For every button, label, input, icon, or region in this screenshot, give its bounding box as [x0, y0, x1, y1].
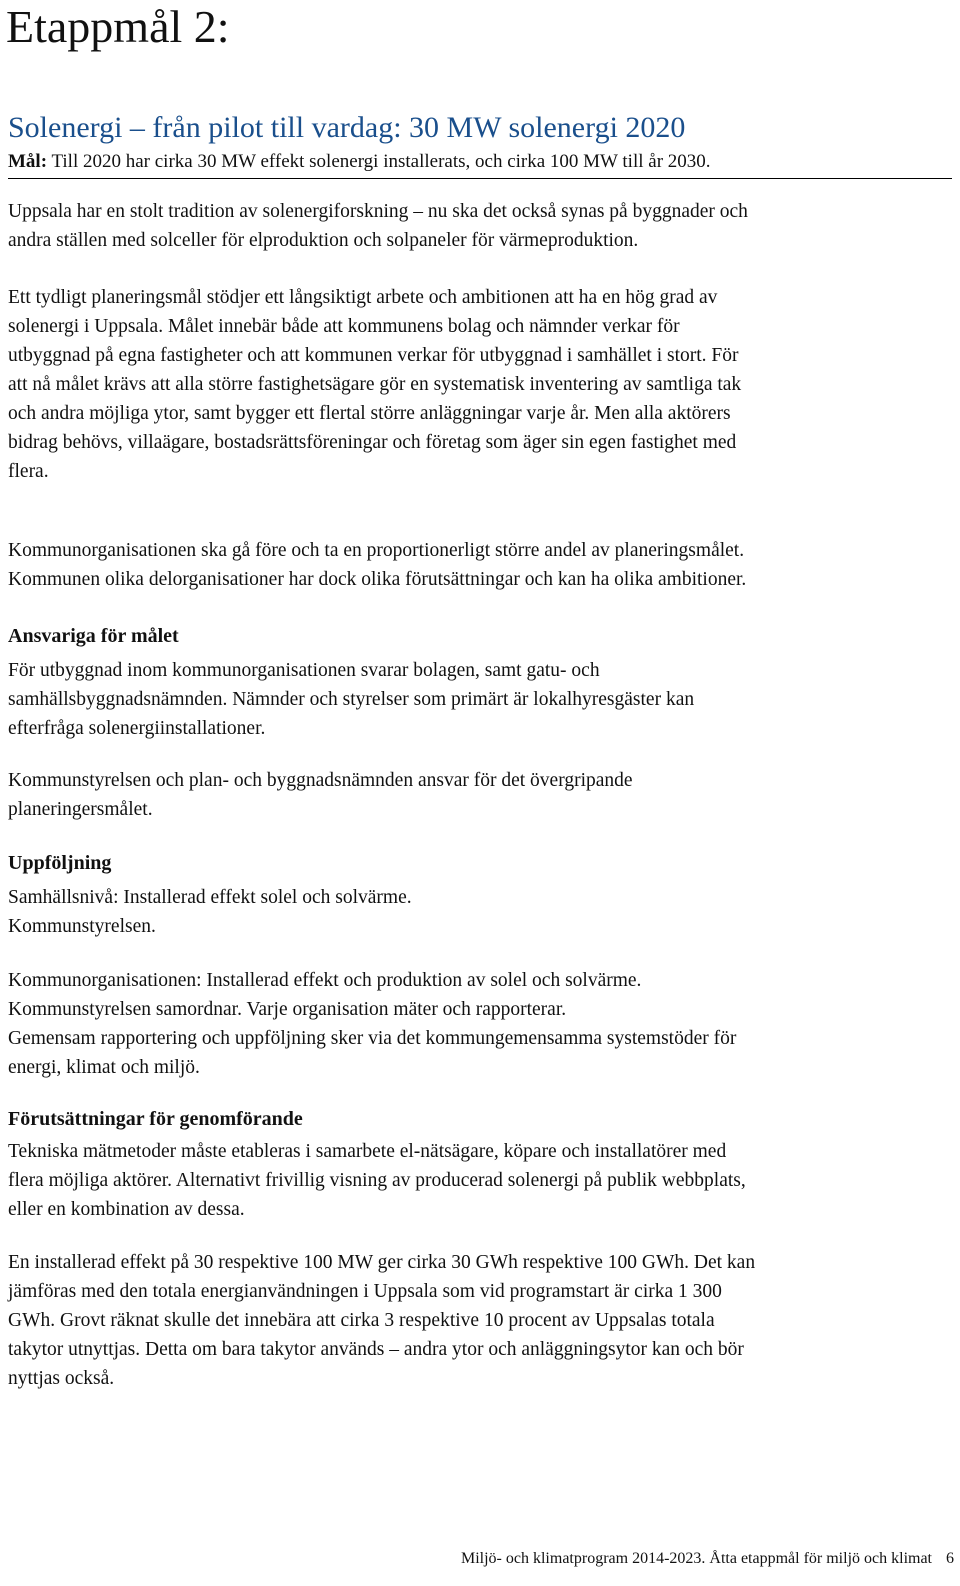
- goal-text: Till 2020 har cirka 30 MW effekt solenergi installerats, och cirka 100 MW till år 2030.: [47, 151, 711, 172]
- text-line: utbyggnad på egna fastigheter och att kommunen verkar för utbyggnad i samhället i stort. För: [8, 345, 739, 366]
- text-line: takytor utnyttjas. Detta om bara takytor används – andra ytor och anläggningsytor kan och bör: [8, 1339, 744, 1360]
- text-line: och andra möjliga ytor, samt bygger ett flertal större anläggningar varje år. Men alla aktörers: [8, 403, 731, 424]
- text-line: Uppsala har en stolt tradition av solenergiforskning – nu ska det också synas på byggnader och: [8, 201, 748, 222]
- page-number: 6: [946, 1550, 954, 1567]
- followup-paragraph-2: [8, 966, 952, 1082]
- text-line: andra ställen med solceller för elproduktion och solpaneler för värmeproduktion.: [8, 230, 639, 251]
- text-line: Kommunstyrelsen samordnar. Varje organisation mäter och rapporterar.: [8, 999, 567, 1020]
- text-line: nyttjas också.: [8, 1368, 115, 1389]
- footer-text: Miljö- och klimatprogram 2014-2023. Åtta etappmål för miljö och klimat: [460, 1550, 932, 1567]
- text-line: Kommunstyrelsen.: [8, 916, 156, 937]
- followup-heading: Uppföljning: [8, 852, 112, 874]
- text-line: Kommunorganisationen: Installerad effekt och produktion av solel och solvärme.: [8, 970, 642, 991]
- prerequisites-paragraph-2: [8, 1248, 952, 1393]
- text-line: jämföras med den totala energianvändningen i Uppsala som vid programstart är cirka 1 300: [8, 1281, 722, 1302]
- text-line: flera.: [8, 461, 49, 482]
- goal-statement: [8, 148, 952, 179]
- text-line: samhällsbyggnadsnämnden. Nämnder och styrelser som primärt är lokalhyresgäster kan: [8, 689, 695, 710]
- responsible-paragraph-1: [8, 656, 952, 743]
- text-line: att nå målet krävs att alla större fastighetsägare gör en systematisk inventering av samtliga tak: [8, 374, 742, 395]
- text-line: Tekniska mätmetoder måste etableras i samarbete el-nätsägare, köpare och installatörer med: [8, 1141, 727, 1162]
- responsible-heading: Ansvariga för målet: [8, 625, 179, 647]
- prerequisites-heading: Förutsättningar för genomförande: [8, 1108, 303, 1130]
- text-line: efterfråga solenergiinstallationer.: [8, 718, 266, 739]
- text-line: eller en kombination av dessa.: [8, 1199, 245, 1220]
- text-line: Kommunorganisationen ska gå före och ta en proportionerligt större andel av planeringsmålet.: [8, 540, 745, 561]
- text-line: bidrag behövs, villaägare, bostadsrättsföreningar och företag som äger sin egen fastighet med: [8, 432, 737, 453]
- prerequisites-paragraph-1: [8, 1137, 952, 1224]
- text-line: En installerad effekt på 30 respektive 100 MW ger cirka 30 GWh respektive 100 GWh. Det kan: [8, 1252, 756, 1273]
- planning-paragraph: [8, 283, 952, 486]
- organisation-paragraph: [8, 536, 952, 594]
- page-footer: [461, 1548, 954, 1570]
- text-line: energi, klimat och miljö.: [8, 1057, 200, 1078]
- intro-paragraph: [8, 197, 952, 255]
- text-line: Samhällsnivå: Installerad effekt solel och solvärme.: [8, 887, 412, 908]
- responsible-paragraph-2: [8, 766, 952, 824]
- text-line: Kommunstyrelsen och plan- och byggnadsnämnden ansvar för det övergripande: [8, 770, 633, 791]
- text-line: Gemensam rapportering och uppföljning sker via det kommungemensamma systemstöder för: [8, 1028, 737, 1049]
- text-line: GWh. Grovt räknat skulle det innebära att cirka 3 respektive 10 procent av Uppsalas totala: [8, 1310, 715, 1331]
- section-subtitle: Solenergi – från pilot till vardag: 30 MW solenergi 2020: [8, 111, 686, 144]
- page-title: Etappmål 2:: [6, 1, 230, 52]
- text-line: solenergi i Uppsala. Målet innebär både att kommunens bolag och nämnder verkar för: [8, 316, 680, 337]
- goal-label: Mål:: [8, 151, 48, 172]
- followup-paragraph-1: [8, 883, 952, 941]
- text-line: För utbyggnad inom kommunorganisationen svarar bolagen, samt gatu- och: [8, 660, 600, 681]
- text-line: planeringersmålet.: [8, 799, 153, 820]
- text-line: flera möjliga aktörer. Alternativt frivillig visning av producerad solenergi på publik webbplats,: [8, 1170, 746, 1191]
- text-line: Kommunen olika delorganisationer har dock olika förutsättningar och kan ha olika ambitioner.: [8, 569, 747, 590]
- text-line: Ett tydligt planeringsmål stödjer ett långsiktigt arbete och ambitionen att ha en hög grad av: [8, 287, 718, 308]
